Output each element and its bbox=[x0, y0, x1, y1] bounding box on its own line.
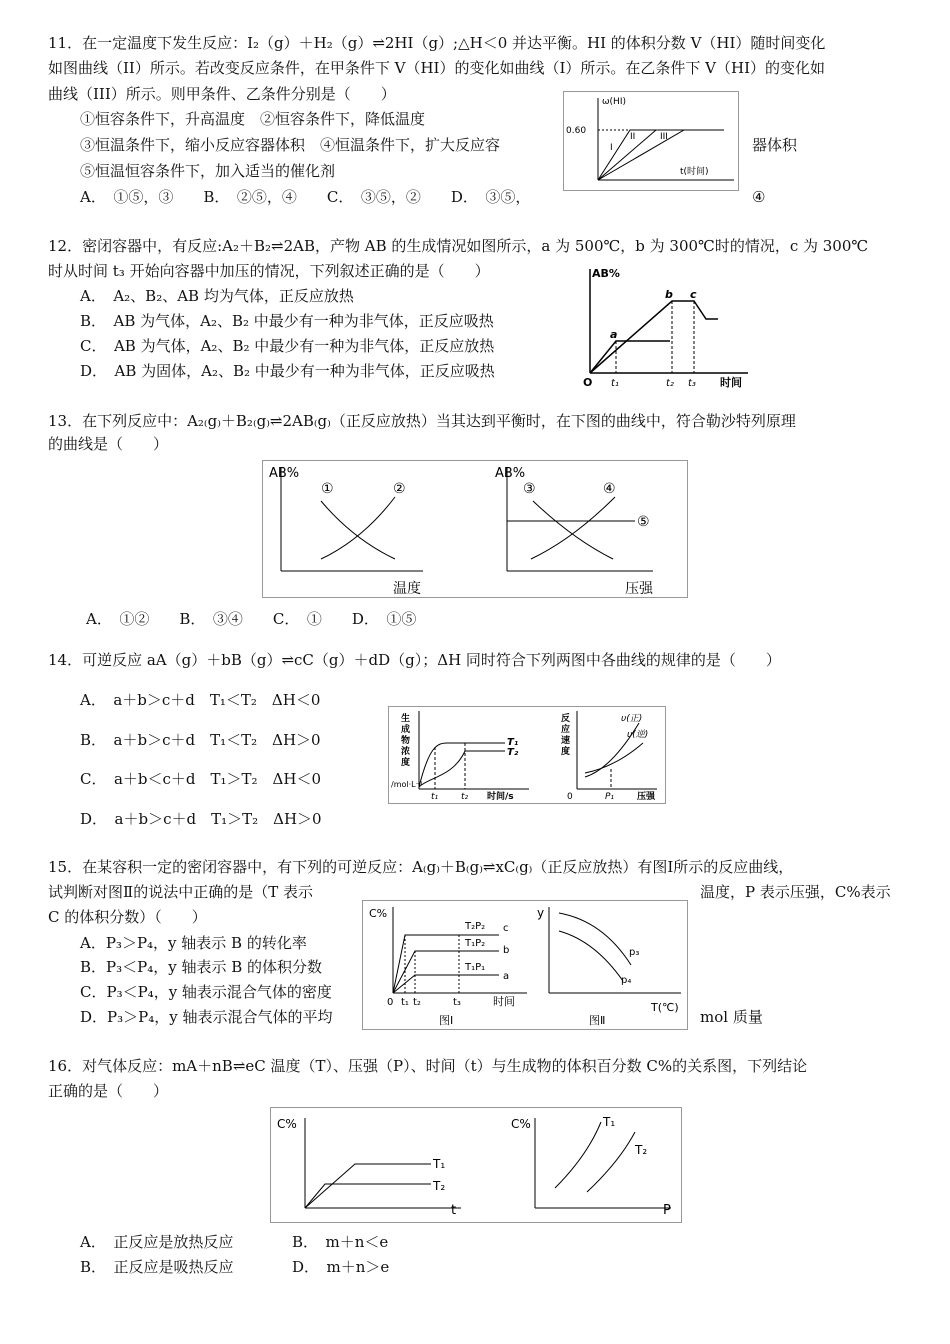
q15-curve-a bbox=[393, 975, 499, 993]
q12-ylabel: AB% bbox=[592, 267, 620, 280]
q11-label-I: I bbox=[610, 143, 613, 153]
q13-line1: 13．在下列反应中：A₂₍g₎＋B₂₍g₎⇌2AB₍g₎（正反应放热）当其达到平衡时，在下图的曲线中，符合勒沙特列原理 bbox=[48, 412, 796, 430]
q12-xlabel: 时间 bbox=[720, 376, 742, 389]
q15-origin: 0 bbox=[387, 997, 394, 1008]
q13-label-1: ① bbox=[321, 481, 334, 497]
q11-line2: 如图曲线（II）所示。若改变反应条件，在甲条件下 V（HI）的变化如曲线（I）所示。在乙条件下 V（HI）的变化如 bbox=[48, 59, 825, 77]
q15-option-b: B．P₃＜P₄，y 轴表示 B 的体积分数 bbox=[80, 958, 323, 976]
q15-ylabel-1: C% bbox=[369, 907, 388, 920]
q15-line3: C 的体积分数）（ ） bbox=[48, 908, 207, 926]
q11-label-III: III bbox=[660, 132, 668, 142]
q13-label-5: ⑤ bbox=[637, 514, 650, 530]
q14-ylabel-1b: 成 bbox=[401, 725, 411, 735]
q13-curve-4 bbox=[531, 497, 615, 559]
q11-figure bbox=[563, 91, 739, 191]
q13-label-2: ② bbox=[393, 481, 406, 497]
q14-ylabel-1d: 浓 bbox=[401, 747, 411, 757]
q15-label-c: c bbox=[503, 923, 509, 934]
q14-option-c: C． a＋b＜c＋d T₁＞T₂ ΔH＜0 bbox=[80, 770, 322, 788]
q13-xlabel-1: 温度 bbox=[393, 581, 421, 597]
q12-line2: 时从时间 t₃ 开始向容器中加压的情况，下列叙述正确的是（ ） bbox=[48, 262, 490, 280]
q15-option-d: D．P₃＞P₄，y 轴表示混合气体的平均 bbox=[80, 1008, 333, 1026]
q14-ylabel-1e: 度 bbox=[401, 758, 411, 768]
q15-caption-2: 图Ⅱ bbox=[589, 1014, 606, 1027]
q12-option-d: D． AB 为固体，A₂、B₂ 中最少有一种为非气体，正反应吸热 bbox=[80, 362, 495, 380]
q15-label-b: b bbox=[503, 945, 510, 956]
q11-line1: 11．在一定温度下发生反应：I₂（g）＋H₂（g）⇌2HI（g）;△H＜0 并达平衡。HI 的体积分数 V（HI）随时间变化 bbox=[48, 34, 826, 52]
q13-label-4: ④ bbox=[603, 481, 616, 497]
q12-option-a: A． A₂、B₂、AB 均为气体，正反应放热 bbox=[80, 287, 354, 305]
q16-option-d: D． m＋n＞e bbox=[292, 1258, 390, 1276]
q11-answers: A． ①⑤，③ B． ②⑤，④ C． ③⑤，② D． ③⑤， bbox=[80, 188, 531, 206]
q14-ylabel-1c: 物 bbox=[401, 736, 411, 746]
q14-curve-reverse bbox=[585, 743, 643, 773]
q15-curve-p4 bbox=[559, 931, 623, 981]
q14-ylabel-1a: 生 bbox=[401, 714, 411, 724]
q14-curve-T1 bbox=[419, 743, 505, 787]
q14-curve-T2 bbox=[419, 751, 505, 787]
q11-option-2: ③恒温条件下，缩小反应容器体积 ④恒温条件下，扩大反应容 bbox=[80, 136, 501, 154]
q11-ylabel: ω(HI) bbox=[602, 97, 626, 107]
q12-figure bbox=[580, 265, 752, 389]
q16-xlabel-1: t bbox=[451, 1203, 457, 1218]
q15-line1: 15．在某容积一定的密闭容器中，有下列的可逆反应：A₍g₎＋B₍g₎⇌xC₍g₎（正反应放热）有图Ⅰ所示的反应曲线， bbox=[48, 858, 794, 876]
q12-label-a: a bbox=[610, 328, 618, 341]
q12-label-c: c bbox=[690, 288, 697, 301]
q15-line2b: 温度，P 表示压强，C%表示 bbox=[700, 883, 891, 901]
q12-line1: 12．密闭容器中，有反应:A₂＋B₂⇌2AB，产物 AB 的生成情况如图所示，a 为 500℃，b 为 300℃时的情况，c 为 300℃ bbox=[48, 237, 869, 255]
q15-label-T2P2: T₂P₂ bbox=[465, 921, 486, 932]
q16-figure bbox=[270, 1107, 682, 1223]
q11-answers-tail: ④ bbox=[752, 188, 766, 206]
q15-xlabel-2: T(℃) bbox=[651, 1001, 679, 1014]
q14-T2: T₂ bbox=[507, 747, 519, 758]
q15-curve-p3 bbox=[559, 913, 631, 965]
q15-option-a: A．P₃＞P₄，y 轴表示 B 的转化率 bbox=[80, 934, 307, 952]
q16-ylabel-1: C% bbox=[277, 1117, 297, 1131]
q13-curve-1 bbox=[321, 501, 395, 559]
q13-line2: 的曲线是（ ） bbox=[48, 435, 169, 453]
q12-option-b: B． AB 为气体，A₂、B₂ 中最少有一种为非气体，正反应吸热 bbox=[80, 312, 494, 330]
q14-vr: υ(逆) bbox=[627, 730, 649, 740]
q16-option-b: B． m＋n＜e bbox=[292, 1233, 389, 1251]
q16-curve-T2-p bbox=[587, 1132, 635, 1192]
q15-figure bbox=[362, 900, 688, 1030]
q13-ylabel-1: AB% bbox=[269, 466, 300, 481]
q13-curve-3 bbox=[533, 501, 613, 559]
q14-ylabel-2b: 应 bbox=[561, 725, 571, 735]
q14-vf: υ(正) bbox=[621, 714, 643, 724]
q15-option-d-tail: mol 质量 bbox=[700, 1008, 763, 1026]
q15-option-c: C．P₃＜P₄，y 轴表示混合气体的密度 bbox=[80, 983, 332, 1001]
q12-label-b: b bbox=[665, 288, 673, 301]
q15-xlabel-1: 时间 bbox=[493, 995, 515, 1008]
q14-figure bbox=[388, 706, 666, 804]
q16-curve-T2 bbox=[305, 1184, 431, 1208]
q14-t1: t₁ bbox=[431, 792, 439, 802]
q15-label-p4: p₄ bbox=[621, 975, 632, 986]
q14-T1: T₁ bbox=[507, 737, 519, 748]
q12-t3: t₃ bbox=[688, 378, 696, 389]
q16-curve-T1-p bbox=[555, 1122, 601, 1188]
q11-label-II: II bbox=[630, 132, 636, 142]
q16-label-T2-a: T₂ bbox=[433, 1179, 446, 1193]
q16-option-a: A． 正反应是放热反应 bbox=[80, 1233, 234, 1251]
q14-option-d: D． a＋b＞c＋d T₁＞T₂ ΔH＞0 bbox=[80, 810, 322, 828]
q15-label-a: a bbox=[503, 971, 510, 982]
q12-curve-a bbox=[590, 341, 670, 373]
q15-caption-1: 图Ⅰ bbox=[439, 1014, 454, 1027]
q16-ylabel-2: C% bbox=[511, 1117, 531, 1131]
q16-line2: 正确的是（ ） bbox=[48, 1082, 169, 1100]
q12-t2: t₂ bbox=[666, 378, 674, 389]
q15-label-p3: p₃ bbox=[629, 947, 640, 958]
q13-ylabel-2: AB% bbox=[495, 466, 526, 481]
q16-xlabel-2: P bbox=[663, 1203, 671, 1218]
q14-option-a: A． a＋b＞c＋d T₁＜T₂ ΔH＜0 bbox=[80, 691, 321, 709]
q11-option-1: ①恒容条件下，升高温度 ②恒容条件下，降低温度 bbox=[80, 110, 426, 128]
q13-figure bbox=[262, 460, 688, 598]
q16-option-c: B． 正反应是吸热反应 bbox=[80, 1258, 234, 1276]
q12-t1: t₁ bbox=[611, 378, 619, 389]
q15-line2a: 试判断对图Ⅱ的说法中正确的是（T 表示 bbox=[48, 883, 313, 901]
q14-ylabel-2c: 速 bbox=[561, 736, 571, 746]
q16-line1: 16．对气体反应：mA＋nB⇌eC 温度（T）、压强（P）、时间（t）与生成物的体积百分数 C%的关系图，下列结论 bbox=[48, 1057, 808, 1075]
q14-p1: P₁ bbox=[605, 792, 615, 802]
q14-t2: t₂ bbox=[461, 792, 469, 802]
q11-line3: 曲线（III）所示。则甲条件、乙条件分别是（ ） bbox=[48, 85, 396, 103]
q14-origin: 0 bbox=[567, 792, 573, 802]
q15-label-T1P2: T₁P₂ bbox=[465, 938, 486, 949]
q11-option-2-tail: 器体积 bbox=[752, 136, 798, 154]
q12-origin: O bbox=[583, 376, 593, 389]
q15-ylabel-2: y bbox=[537, 906, 545, 920]
q15-t3: t₃ bbox=[453, 997, 461, 1008]
q16-label-T1-b: T₁ bbox=[603, 1115, 616, 1129]
q16-label-T1-a: T₁ bbox=[433, 1157, 446, 1171]
q11-yvalue: 0.60 bbox=[566, 126, 587, 136]
q14-option-b: B． a＋b＞c＋d T₁＜T₂ ΔH＞0 bbox=[80, 731, 321, 749]
q14-ylabel-2a: 反 bbox=[561, 714, 571, 724]
q14-xlabel-1: 时间/s bbox=[487, 792, 514, 802]
q15-t1: t₁ bbox=[401, 997, 409, 1008]
q12-option-c: C． AB 为气体，A₂、B₂ 中最少有一种为非气体，正反应放热 bbox=[80, 337, 495, 355]
q13-xlabel-2: 压强 bbox=[625, 581, 653, 597]
q15-label-T1P1: T₁P₁ bbox=[465, 962, 486, 973]
q11-xlabel: t(时间) bbox=[680, 167, 709, 177]
q14-ylabel-2d: 度 bbox=[561, 747, 571, 757]
q14-xlabel-2: 压强 bbox=[637, 792, 656, 802]
q14-line1: 14．可逆反应 aA（g）＋bB（g）⇌cC（g）＋dD（g）；ΔH 同时符合下列两图中各曲线的规律的是（ ） bbox=[48, 651, 781, 669]
q13-label-3: ③ bbox=[523, 481, 536, 497]
q11-option-3: ⑤恒温恒容条件下，加入适当的催化剂 bbox=[80, 162, 336, 180]
q14-unit: /mol·L⁻¹ bbox=[391, 780, 424, 789]
q13-answers: A． ①② B． ③④ C． ① D． ①⑤ bbox=[86, 610, 417, 628]
q13-curve-2 bbox=[321, 497, 395, 559]
q16-label-T2-b: T₂ bbox=[635, 1143, 648, 1157]
q15-t2: t₂ bbox=[413, 997, 421, 1008]
